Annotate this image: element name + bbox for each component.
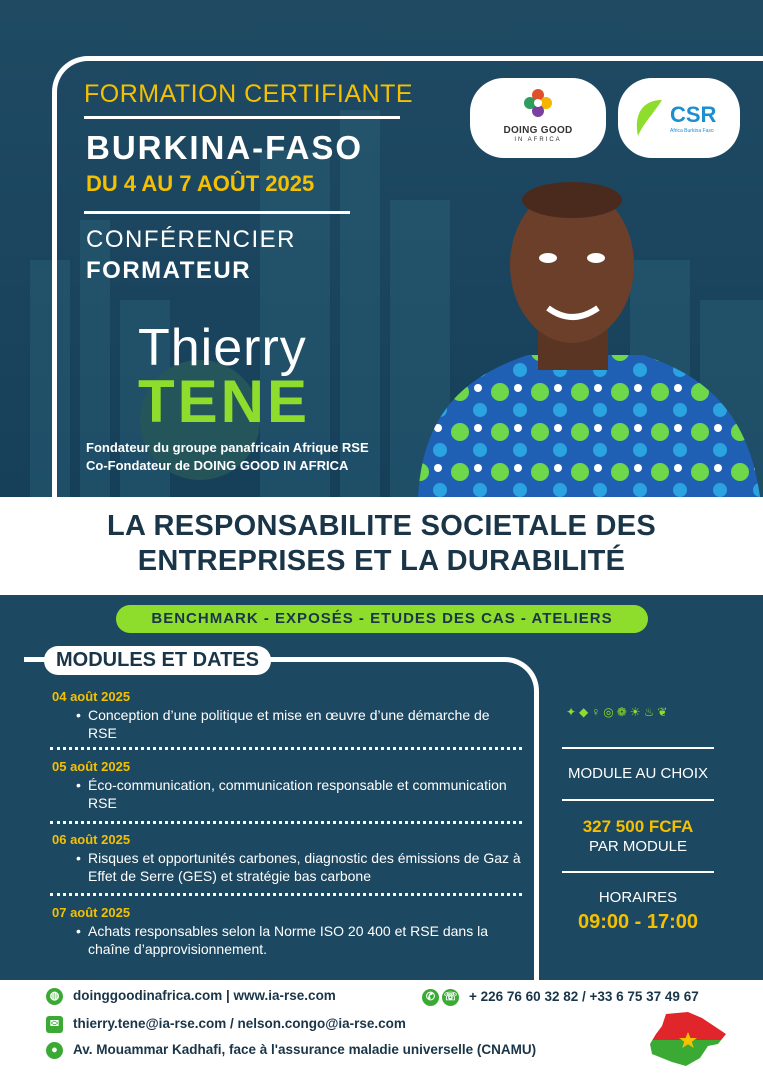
divider	[84, 211, 350, 214]
divider	[562, 799, 714, 801]
doing-good-text: DOING GOOD	[503, 125, 573, 136]
hours-value: 09:00 - 17:00	[577, 911, 699, 933]
location-pin-icon: ●	[46, 1042, 63, 1059]
founder-line-1: Fondateur du groupe panafricain Afrique RSE	[86, 440, 369, 455]
phone-row	[422, 989, 699, 1006]
speaker-portrait	[408, 180, 763, 497]
website-text: doinggoodinafrica.com | www.ia-rse.com	[73, 988, 336, 1004]
module-date: 05 août 2025	[52, 759, 131, 774]
price-per-module: PAR MODULE	[588, 838, 688, 855]
module-date: 07 août 2025	[52, 905, 131, 920]
email-text: thierry.tene@ia-rse.com / nelson.congo@ia-rse.com	[73, 1016, 406, 1032]
hours-label: HORAIRES	[598, 889, 678, 906]
module-text: • Conception d’une politique et mise en œuvre d’une démarche de RSE	[52, 706, 522, 742]
role-line-2: FORMATEUR	[86, 257, 252, 284]
module-choice-label: MODULE AU CHOIX	[567, 765, 709, 782]
module-price: 327 500 FCFA	[582, 817, 694, 836]
training-title-line-1: LA RESPONSABILITE SOCIETALE DES	[106, 510, 657, 542]
email-row	[46, 1016, 406, 1033]
phone-text: + 226 76 60 32 82 / +33 6 75 37 49 67	[469, 989, 699, 1005]
address-row	[46, 1042, 536, 1059]
module-date: 04 août 2025	[52, 689, 131, 704]
flower-icon	[523, 88, 553, 118]
dotted-separator	[50, 893, 522, 896]
module-item	[52, 832, 522, 885]
dotted-separator	[50, 747, 522, 750]
csr-subtext: Africa Burkina Faso	[670, 128, 714, 134]
country-title: BURKINA-FASO	[86, 129, 363, 166]
whatsapp-icon: ☏	[442, 989, 459, 1006]
dotted-separator	[50, 821, 522, 824]
module-text: • Achats responsables selon la Norme ISO 20 400 et RSE dans la chaîne d’approvisionnement.	[52, 922, 522, 958]
module-text: • Éco-communication, communication responsable et communication RSE	[52, 776, 522, 812]
modules-title: MODULES ET DATES	[44, 646, 271, 675]
phone-icon: ✆	[422, 989, 439, 1006]
speaker-last-name: TENE	[138, 368, 311, 435]
module-item	[52, 689, 522, 742]
module-date: 06 août 2025	[52, 832, 131, 847]
title-band	[0, 497, 763, 595]
training-title-line-2: ENTREPRISES ET LA DURABILITÉ	[137, 545, 626, 577]
csr-text: CSR	[670, 102, 717, 127]
formation-label: FORMATION CERTIFIANTE	[84, 80, 414, 108]
module-item	[52, 905, 522, 958]
doing-good-subtext: IN AFRICA	[514, 137, 562, 143]
modules-section	[0, 595, 763, 980]
speaker-first-name: Thierry	[138, 319, 307, 377]
role-line-1: CONFÉRENCIER	[86, 226, 297, 253]
event-dates: DU 4 AU 7 AOÛT 2025	[86, 171, 315, 196]
doing-good-logo	[470, 78, 606, 158]
website-row	[46, 988, 336, 1005]
csr-logo	[618, 78, 740, 158]
leaf-icon	[632, 96, 668, 140]
module-item	[52, 759, 522, 812]
founder-line-2: Co-Fondateur de DOING GOOD IN AFRICA	[86, 458, 349, 473]
divider	[562, 747, 714, 749]
modules-frame-edge	[24, 657, 44, 662]
module-text: • Risques et opportunités carbones, diagnostic des émissions de Gaz à Effet de Serre (GES) et stratégie bas carbone	[52, 849, 522, 885]
divider	[562, 871, 714, 873]
methods-banner: BENCHMARK - EXPOSÉS - ETUDES DES CAS - ATELIERS	[116, 605, 648, 633]
email-icon: ✉	[46, 1016, 63, 1033]
divider	[84, 116, 400, 119]
training-title	[0, 509, 763, 579]
burkina-faso-map	[648, 1010, 728, 1068]
sustainability-icons: ✦◆♀◎❁☀♨❦	[566, 705, 671, 719]
address-text: Av. Mouammar Kadhafi, face à l'assurance maladie universelle (CNAMU)	[73, 1042, 537, 1058]
hero-section	[0, 0, 763, 497]
globe-icon: ◍	[46, 988, 63, 1005]
